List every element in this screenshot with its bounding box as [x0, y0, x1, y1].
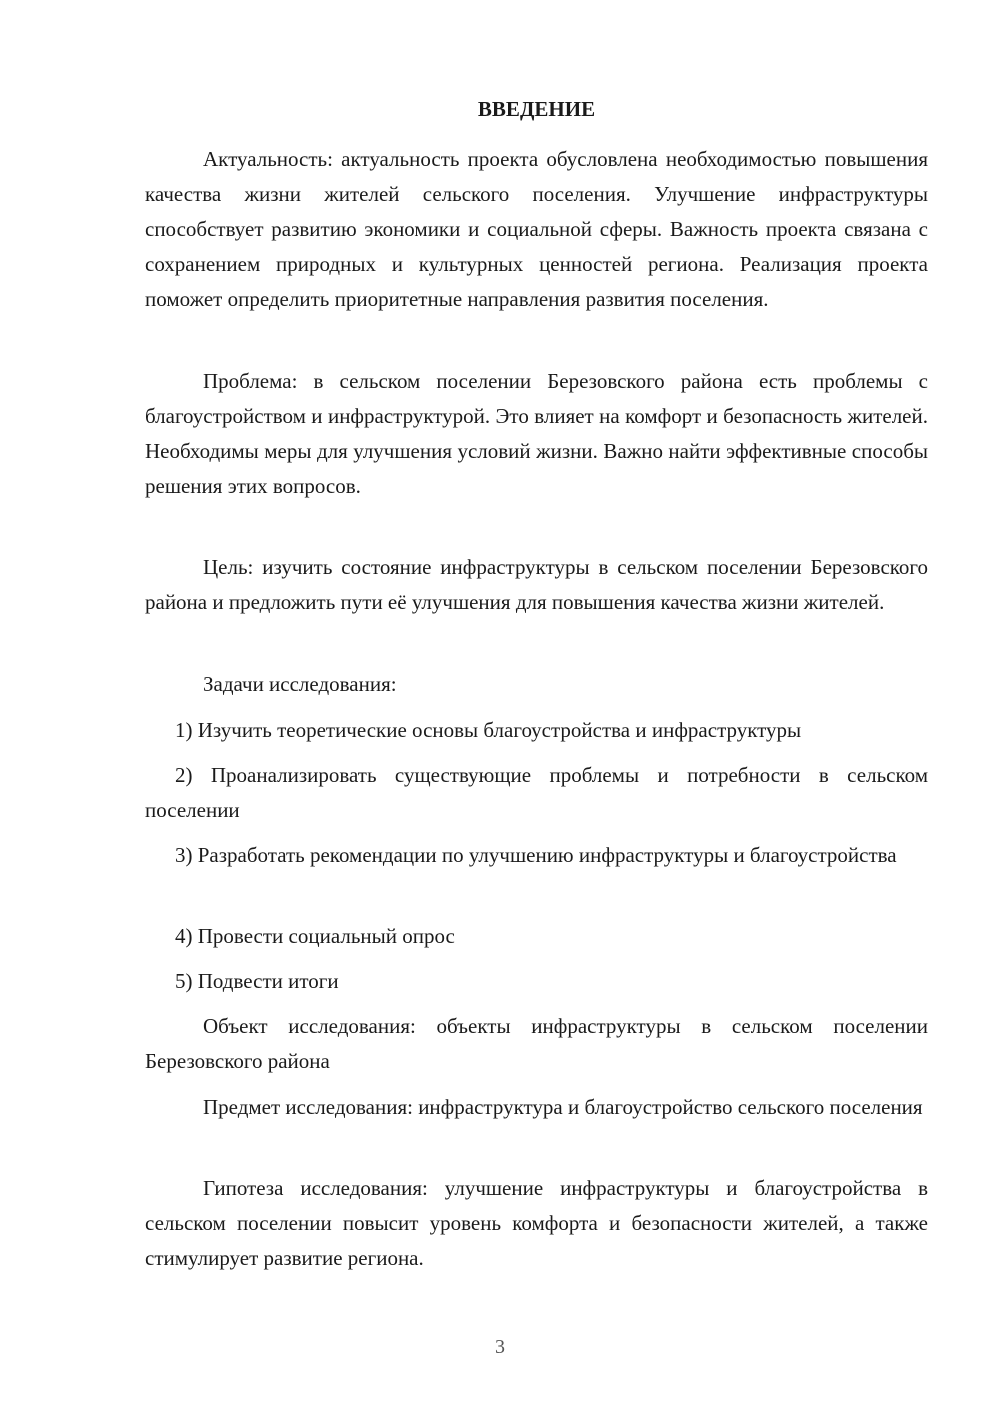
task-item-2: 2) Проанализировать существующие проблемы и потребности в сельском поселении: [145, 763, 928, 822]
task-item-5: 5) Подвести итоги: [175, 969, 339, 993]
document-title: ВВЕДЕНИЕ: [477, 97, 596, 121]
task-item-4: 4) Провести социальный опрос: [175, 924, 455, 948]
paragraph-goal: Цель: изучить состояние инфраструктуры в сельском поселении Березовского района и предложить пути её улучшения для повышения качества жизни жителей.: [145, 555, 928, 614]
tasks-heading: Задачи исследования:: [203, 672, 397, 696]
paragraph-object: Объект исследования: объекты инфраструктуры в сельском поселении Березовского района: [145, 1014, 928, 1073]
paragraph-relevance: Актуальность: актуальность проекта обусловлена необходимостью повышения качества жизни жителей сельского поселения. Улучшение инфраструктуры способствует развитию экономики и социальной сферы. Важность проекта связана с сохранением природных и культурных ценностей региона. Реализация проекта поможет определить приоритетные направления развития поселения.: [145, 147, 928, 311]
task-item-1: 1) Изучить теоретические основы благоустройства и инфраструктуры: [175, 718, 802, 742]
paragraph-hypothesis: Гипотеза исследования: улучшение инфраструктуры и благоустройства в сельском поселении повысит уровень комфорта и безопасности жителей, а также стимулирует развитие региона.: [145, 1176, 928, 1270]
page-number: 3: [495, 1336, 505, 1358]
task-item-3: 3) Разработать рекомендации по улучшению инфраструктуры и благоустройства: [175, 843, 897, 867]
paragraph-problem: Проблема: в сельском поселении Березовского района есть проблемы с благоустройством и инфраструктурой. Это влияет на комфорт и безопасность жителей. Необходимы меры для улучшения условий жизни. Важно найти эффективные способы решения этих вопросов.: [145, 369, 928, 498]
paragraph-subject: Предмет исследования: инфраструктура и благоустройство сельского поселения: [203, 1095, 923, 1119]
